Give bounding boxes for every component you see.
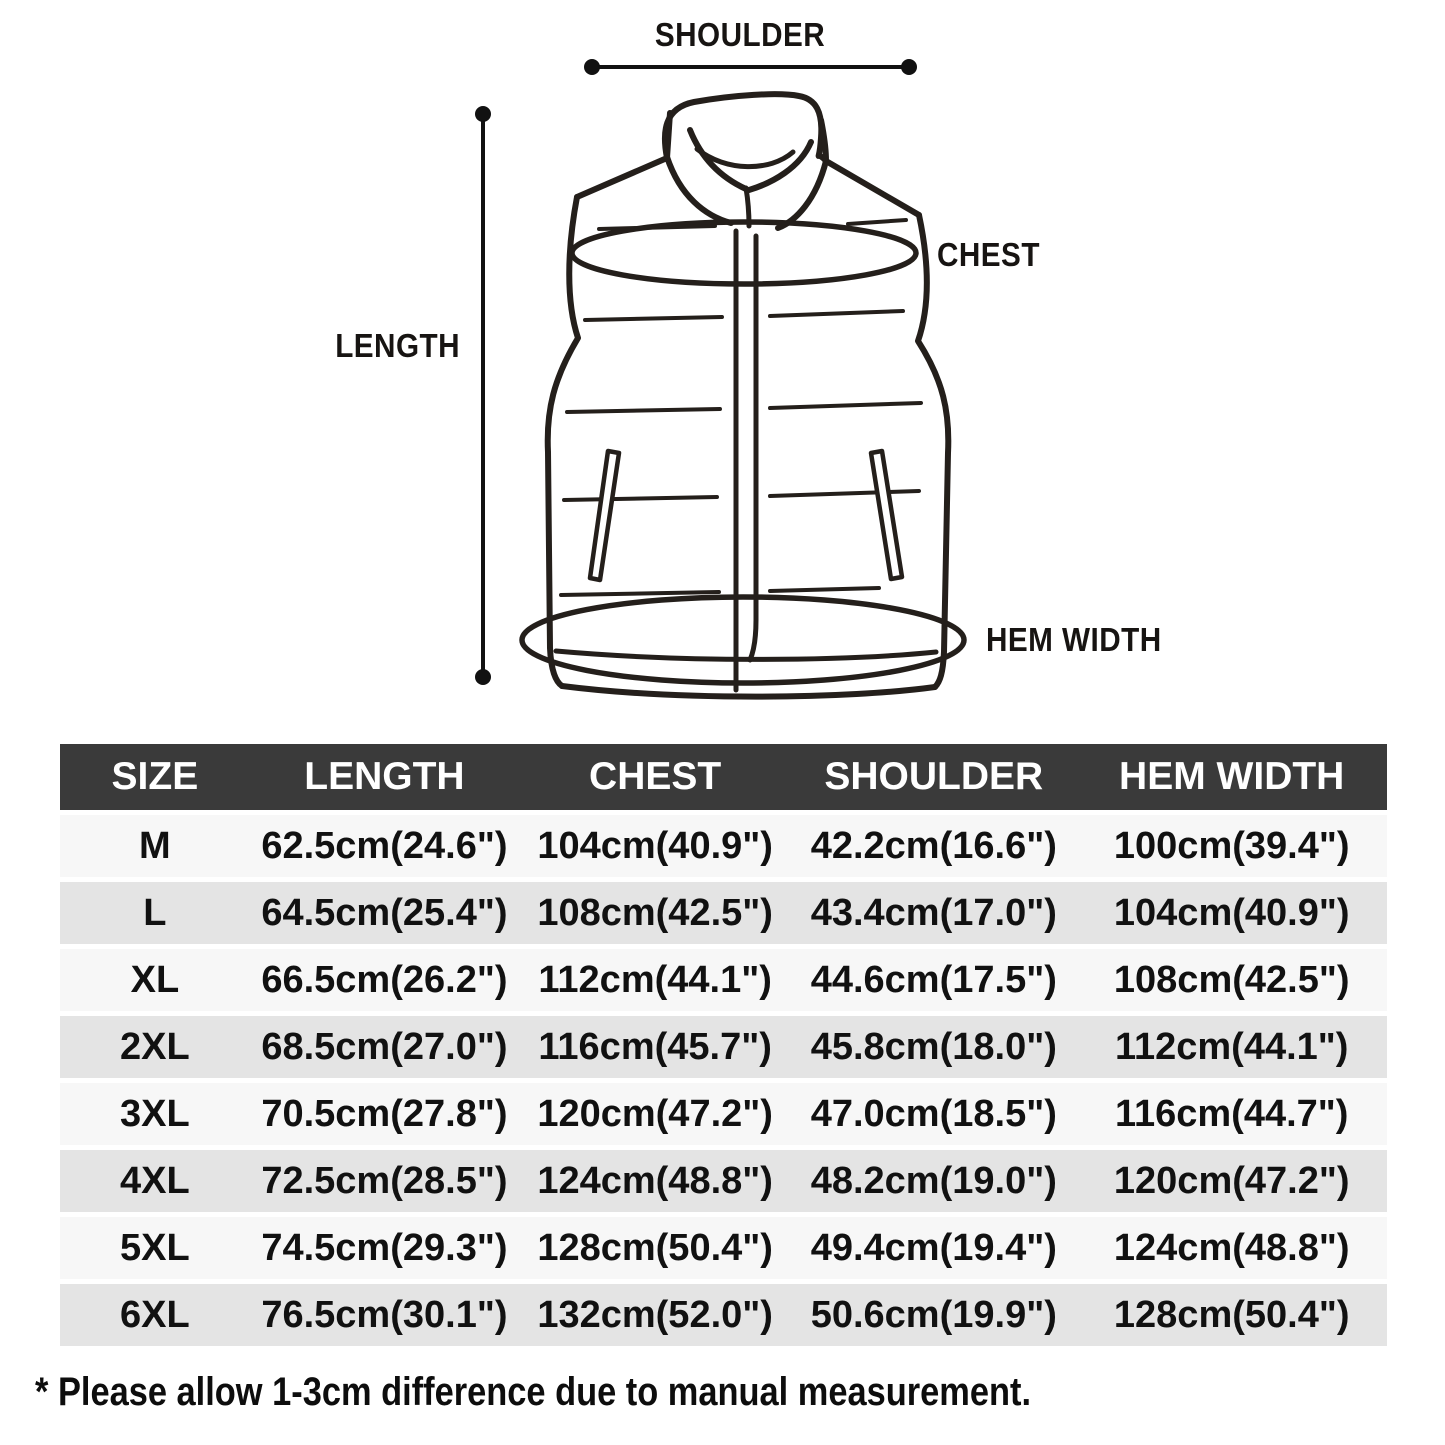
- measurement-cell: 45.8cm(18.0"): [810, 1025, 1057, 1068]
- pocket-slashes: [590, 451, 902, 580]
- length-measure-dot-top: [475, 106, 491, 122]
- measurement-cell: 44.6cm(17.5"): [810, 958, 1057, 1001]
- column-header-hem-width: HEM WIDTH: [1119, 755, 1345, 798]
- measurement-cell: 74.5cm(29.3"): [261, 1226, 508, 1269]
- shoulder-measure-dot-right: [901, 59, 917, 75]
- column-header-size: SIZE: [111, 755, 199, 798]
- table-row-l: [60, 882, 1387, 944]
- size-cell: 3XL: [120, 1092, 190, 1135]
- table-row-5xl: [60, 1217, 1387, 1279]
- size-cell: M: [139, 824, 171, 867]
- measurement-cell: 104cm(40.9"): [1113, 891, 1350, 934]
- chest-ellipse: [572, 222, 916, 284]
- measurement-cell: 68.5cm(27.0"): [261, 1025, 508, 1068]
- table-row-4xl: [60, 1150, 1387, 1212]
- measurement-cell: 124cm(48.8"): [1113, 1226, 1350, 1269]
- shoulder-label: SHOULDER: [654, 16, 826, 53]
- measurement-footnote: * Please allow 1-3cm difference due to manual measurement.: [35, 1370, 1032, 1414]
- measurement-cell: 112cm(44.1"): [538, 958, 772, 1001]
- measurement-cell: 120cm(47.2"): [1113, 1159, 1350, 1202]
- column-header-length: LENGTH: [304, 755, 465, 798]
- chest-label: CHEST: [937, 236, 1040, 273]
- column-header-chest: CHEST: [589, 755, 722, 798]
- measurement-cell: 104cm(40.9"): [537, 824, 773, 867]
- size-table-body: [60, 815, 1387, 1346]
- measurement-cell: 42.2cm(16.6"): [810, 824, 1057, 867]
- measurement-cell: 76.5cm(30.1"): [261, 1293, 508, 1336]
- measurement-cell: 132cm(52.0"): [537, 1293, 773, 1336]
- measurement-cell: 48.2cm(19.0"): [810, 1159, 1057, 1202]
- size-table: [60, 744, 1387, 1351]
- measurement-cell: 47.0cm(18.5"): [810, 1092, 1057, 1135]
- size-cell: 2XL: [120, 1025, 190, 1068]
- measurement-cell: 128cm(50.4"): [537, 1226, 773, 1269]
- length-label: LENGTH: [335, 327, 460, 364]
- table-row-2xl: [60, 1016, 1387, 1078]
- measurement-cell: 66.5cm(26.2"): [261, 958, 508, 1001]
- table-row-6xl: [60, 1284, 1387, 1346]
- measurement-cell: 128cm(50.4"): [1113, 1293, 1350, 1336]
- zipper-lines: [736, 231, 756, 690]
- table-row-3xl: [60, 1083, 1387, 1145]
- measurement-cell: 100cm(39.4"): [1113, 824, 1350, 867]
- shoulder-measure-dot-left: [584, 59, 600, 75]
- size-cell: L: [143, 891, 167, 934]
- measurement-cell: 70.5cm(27.8"): [261, 1092, 508, 1135]
- measurement-cell: 120cm(47.2"): [537, 1092, 773, 1135]
- measurement-cell: 64.5cm(25.4"): [261, 891, 508, 934]
- measurement-cell: 112cm(44.1"): [1114, 1025, 1349, 1068]
- measurement-cell: 49.4cm(19.4"): [810, 1226, 1057, 1269]
- size-table-header-row: [60, 744, 1387, 810]
- measurement-cell: 43.4cm(17.0"): [810, 891, 1057, 934]
- measurement-cell: 62.5cm(24.6"): [261, 824, 508, 867]
- measurement-cell: 116cm(44.7"): [1114, 1092, 1349, 1135]
- length-measure-dot-bottom: [475, 669, 491, 685]
- hem-ellipse: [522, 597, 964, 683]
- measurement-cell: 108cm(42.5"): [537, 891, 773, 934]
- measurement-cell: 116cm(45.7"): [538, 1025, 772, 1068]
- column-header-shoulder: SHOULDER: [824, 755, 1044, 798]
- measurement-cell: 124cm(48.8"): [537, 1159, 773, 1202]
- table-row-xl: [60, 949, 1387, 1011]
- table-row-m: [60, 815, 1387, 877]
- measurement-cell: 72.5cm(28.5"): [261, 1159, 508, 1202]
- size-cell: XL: [130, 958, 180, 1001]
- measurement-cell: 108cm(42.5"): [1113, 958, 1350, 1001]
- measurement-cell: 50.6cm(19.9"): [810, 1293, 1057, 1336]
- size-cell: 6XL: [120, 1293, 190, 1336]
- size-cell: 4XL: [120, 1159, 190, 1202]
- size-cell: 5XL: [120, 1226, 190, 1269]
- hem-width-label: HEM WIDTH: [986, 621, 1162, 658]
